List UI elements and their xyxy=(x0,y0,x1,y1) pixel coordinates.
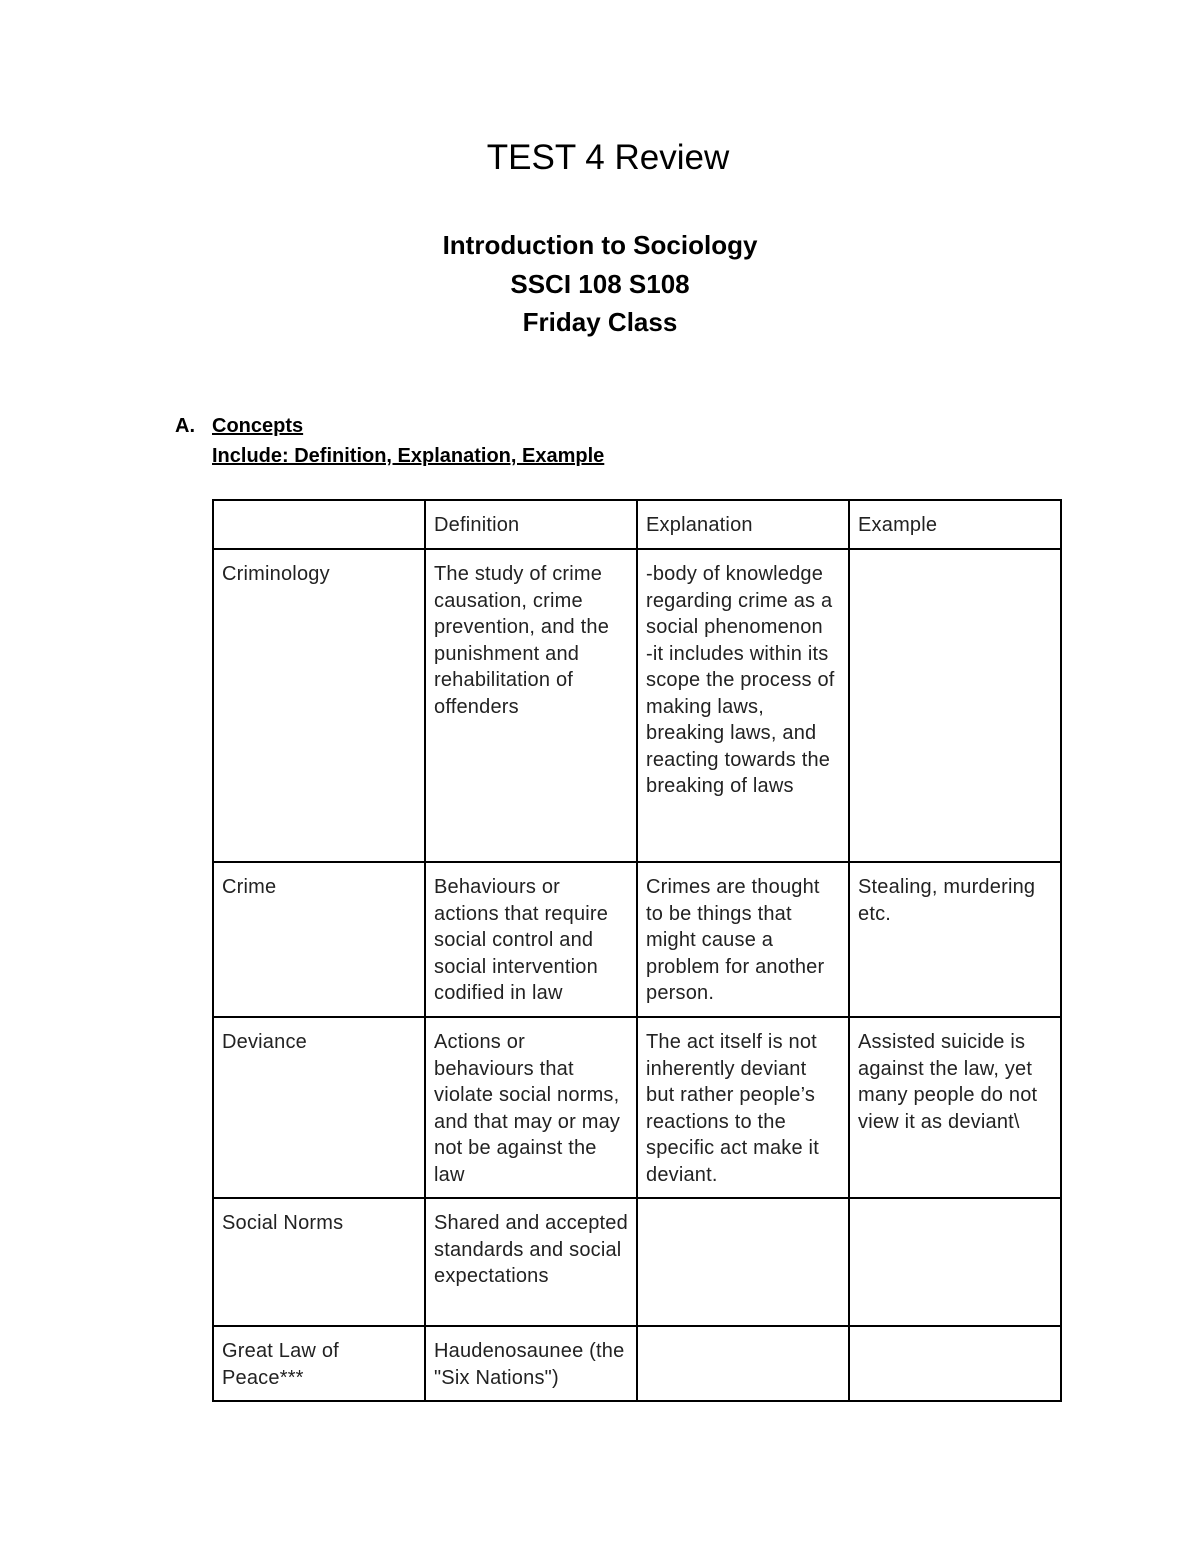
header-cell-definition: Definition xyxy=(425,500,637,549)
example-cell xyxy=(849,1198,1061,1326)
table-row xyxy=(213,549,1061,862)
table-header-row xyxy=(213,500,1061,549)
course-name: Introduction to Sociology xyxy=(442,230,758,260)
concept-cell: Social Norms xyxy=(213,1198,425,1326)
definition-cell: Shared and accepted standards and social expectations xyxy=(425,1198,637,1326)
concept-cell: Deviance xyxy=(213,1017,425,1198)
definition-cell: Haudenosaunee (the "Six Nations") xyxy=(425,1326,637,1401)
explanation-cell: -body of knowledge regarding crime as a social phenomenon -it includes within its scope the process of making laws, breaking laws, and reacting towards the breaking of laws xyxy=(637,549,849,862)
explanation-cell: Crimes are thought to be things that might cause a problem for another person. xyxy=(637,862,849,1017)
table-row xyxy=(213,862,1061,1017)
example-cell: Stealing, murdering etc. xyxy=(849,862,1061,1017)
section-a-instruction-line xyxy=(175,441,604,471)
concept-cell: Criminology xyxy=(213,549,425,862)
concept-cell: Great Law of Peace*** xyxy=(213,1326,425,1401)
concept-cell: Crime xyxy=(213,862,425,1017)
header-cell-example: Example xyxy=(849,500,1061,549)
section-a-heading: Concepts xyxy=(212,415,304,437)
header-cell-empty xyxy=(213,500,425,549)
table-row xyxy=(213,1198,1061,1326)
document-title: TEST 4 Review xyxy=(486,138,730,177)
concepts-table xyxy=(212,499,1062,1402)
section-a-marker: A. xyxy=(175,415,195,437)
header-cell-explanation: Explanation xyxy=(637,500,849,549)
explanation-cell xyxy=(637,1326,849,1401)
section-a xyxy=(175,411,604,471)
definition-cell: The study of crime causation, crime prevention, and the punishment and rehabilitation of offenders xyxy=(425,549,637,862)
definition-cell: Actions or behaviours that violate social norms, and that may or may not be against the law xyxy=(425,1017,637,1198)
explanation-cell: The act itself is not inherently deviant but rather people’s reactions to the specific act make it deviant. xyxy=(637,1017,849,1198)
section-a-heading-line xyxy=(175,411,604,441)
table-row xyxy=(213,1017,1061,1198)
course-code: SSCI 108 S108 xyxy=(510,269,690,299)
class-day: Friday Class xyxy=(522,307,678,337)
example-cell xyxy=(849,549,1061,862)
section-a-instruction: Include: Definition, Explanation, Example xyxy=(212,445,605,467)
example-cell xyxy=(849,1326,1061,1401)
definition-cell: Behaviours or actions that require social control and social intervention codified in law xyxy=(425,862,637,1017)
example-cell: Assisted suicide is against the law, yet many people do not view it as deviant\ xyxy=(849,1017,1061,1198)
explanation-cell xyxy=(637,1198,849,1326)
table-row xyxy=(213,1326,1061,1401)
